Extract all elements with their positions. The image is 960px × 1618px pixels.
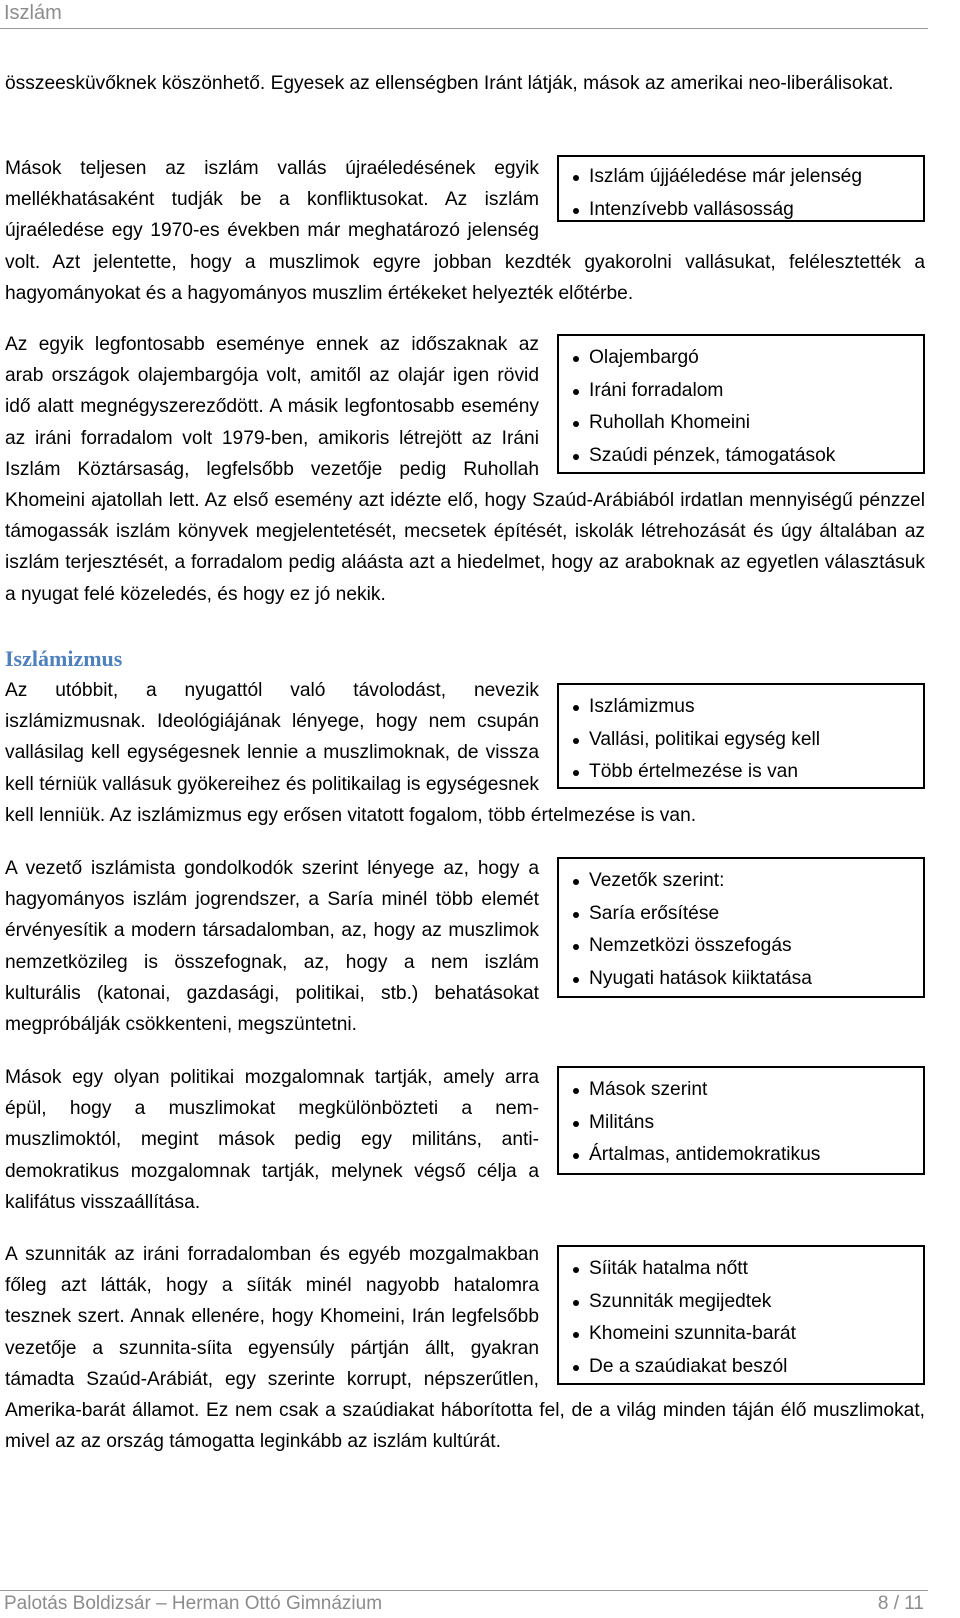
list-item: Iráni forradalom: [573, 375, 913, 408]
header-title: Iszlám: [4, 2, 62, 24]
summary-box-3: [557, 683, 925, 789]
list-item: Iszlám újjáéledése már jelenség: [573, 161, 913, 194]
list-item: Több értelmezése is van: [573, 756, 913, 789]
paragraph-4-text: Az utóbbit, a nyugattól való távolodást, nevezik iszlámizmusnak. Ideológiájának lényege, hogy nem csupán vallásilag kell egységesnek lennie a muszlimoknak, de vissza kell térniük vallásuk gyökereihez és politikailag is egységesnek kell lenniük. Az iszlámizmus egy erősen vitatott fogalom, több értelmezése is van.: [5, 680, 697, 826]
list-item: Saría erősítése: [573, 898, 913, 931]
paragraph-1-text: összeesküvőknek köszönhető. Egyesek az ellenségben Iránt látják, mások az amerikai neo-liberálisokat.: [5, 73, 894, 94]
summary-list-5: [573, 1074, 913, 1172]
summary-box-5: [557, 1066, 925, 1175]
list-item: Iszlámizmus: [573, 691, 913, 724]
summary-list-2: [573, 342, 913, 472]
paragraph-5-text: A vezető iszlámista gondolkodók szerint lényege az, hogy a hagyományos iszlám jogrendszer, a Saría minél több elemét érvényesítik a modern társadalomban, az, hogy az muszlimok nemzetközileg is összefognak, az, hogy a nem iszlám kulturális (katonai, gazdasági, politikai, stb.) behatásokat megpróbálják csökkenteni, megszüntetni.: [5, 858, 539, 1036]
list-item: Síiták hatalma nőtt: [573, 1253, 913, 1286]
page-header: [0, 0, 928, 29]
summary-list-3: [573, 691, 913, 789]
list-item: Szaúdi pénzek, támogatások: [573, 440, 913, 473]
summary-list-6: [573, 1253, 913, 1383]
paragraph-6: [5, 1062, 925, 1218]
list-item: Nyugati hatások kiiktatása: [573, 963, 913, 996]
paragraph-6-text: Mások egy olyan politikai mozgalomnak tartják, amely arra épül, hogy a muszlimokat megkülönbözteti a nem-muszlimoktól, megint mások pedig egy militáns, anti-demokratikus mozgalomnak tartják, melynek végső célja a kalifátus visszaállítása.: [5, 1067, 539, 1213]
summary-box-4: [557, 857, 925, 998]
paragraph-7: [5, 1239, 925, 1457]
list-item: Szunniták megijedtek: [573, 1286, 913, 1319]
paragraph-5: [5, 853, 925, 1040]
paragraph-2-text: Mások teljesen az iszlám vallás újraéledésének egyik mellékhatásaként tudják be a konfliktusokat. Az iszlám újraéledése egy 1970-es években már meghatározó jelenség volt. Azt jelentette, hogy a muszlimok egyre jobban kezdték gyakorolni vallásukat, felélesztették a hagyományokat és a hagyományos muszlim értékeket helyezték előtérbe.: [5, 158, 925, 304]
paragraph-2: [5, 153, 925, 309]
paragraph-3-text: Az egyik legfontosabb eseménye ennek az időszaknak az arab országok olajembargója volt, amitől az olajár igen rövid idő alatt megnégyszereződött. A másik legfontosabb esemény az iráni forradalom volt 1979-ben, amikoris létrejött az Iráni Iszlám Köztársaság, legfelsőbb vezetője pedig Ruhollah Khomeini ajatollah lett. Az első esemény azt idézte elő, hogy Szaúd-Arábiából irdatlan mennyiségű pénzzel támogassák iszlám könyvek megjelentetését, mecsetek építését, iskolák létrehozását és úgy általában az iszlám terjesztését, a forradalom pedig aláásta azt a hiedelmet, hogy az araboknak az egyetlen választásuk a nyugat felé közeledés, és hogy ez jó nekik.: [5, 334, 925, 605]
summary-box-6: [557, 1245, 925, 1385]
list-item: Nemzetközi összefogás: [573, 930, 913, 963]
summary-list-4: [573, 865, 913, 995]
list-item: Ruhollah Khomeini: [573, 407, 913, 440]
list-item: Vezetők szerint:: [573, 865, 913, 898]
list-item: Ártalmas, antidemokratikus: [573, 1139, 913, 1172]
list-item: Khomeini szunnita-barát: [573, 1318, 913, 1351]
list-item: Olajembargó: [573, 342, 913, 375]
footer-author: Palotás Boldizsár – Herman Ottó Gimnázium: [4, 1593, 383, 1614]
summary-list-1: [573, 161, 913, 226]
paragraph-3: [5, 329, 925, 610]
paragraph-4: [5, 675, 925, 831]
paragraph-7-text: A szunniták az iráni forradalomban és egyéb mozgalmakban főleg azt látták, hogy a síiták minél nagyobb hatalomra tesznek szert. Annak ellenére, hogy Khomeini, Irán legfelsőbb vezetője a szunnita-síita egyensúly pártján állt, gyakran támadta Szaúd-Arábiát, egy szerinte korrupt, népszerűtlen, Amerika-barát államot. Ez nem csak a szaúdiakat háborította fel, de a világ minden táján élő muszlimokat, mivel az az ország támogatta leginkább az iszlám kultúrát.: [5, 1244, 925, 1453]
list-item: Mások szerint: [573, 1074, 913, 1107]
list-item: Militáns: [573, 1107, 913, 1140]
list-item: Vallási, politikai egység kell: [573, 724, 913, 757]
list-item: De a szaúdiakat beszól: [573, 1351, 913, 1384]
summary-box-2: [557, 334, 925, 474]
list-item: Intenzívebb vallásosság: [573, 194, 913, 227]
paragraph-1: [5, 68, 925, 99]
page-footer: [0, 1590, 928, 1618]
section-heading: Iszlámizmus: [5, 646, 123, 671]
page-number: 8 / 11: [877, 1593, 924, 1614]
summary-box-1: [557, 155, 925, 222]
